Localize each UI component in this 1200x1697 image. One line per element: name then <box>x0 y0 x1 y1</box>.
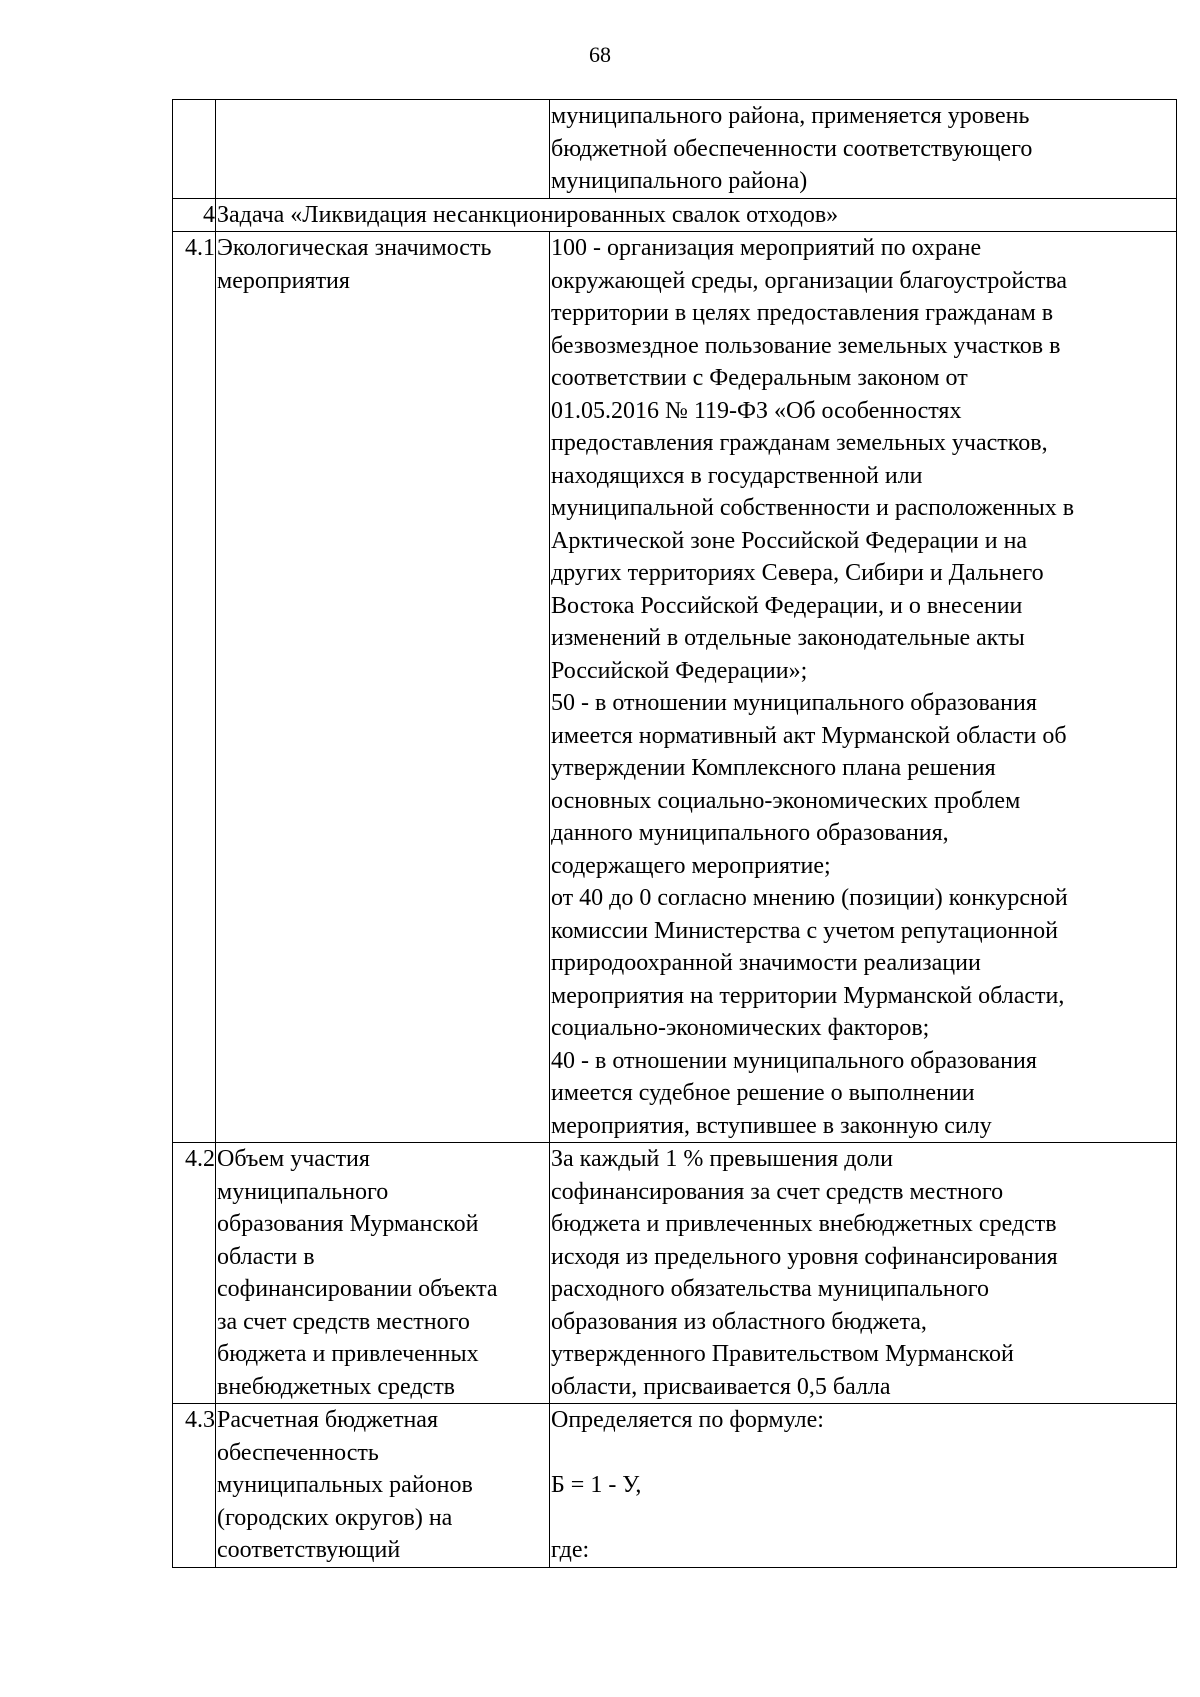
criterion-description-line: находящихся в государственной или <box>551 462 923 489</box>
criterion-description-line: За каждый 1 % превышения доли <box>551 1146 893 1172</box>
row-number-cell: 4.2 <box>173 1143 216 1404</box>
criterion-name-line: (городских округов) на <box>217 1504 453 1531</box>
criterion-description-line: Российской Федерации»; <box>551 657 808 684</box>
table-section-row <box>173 198 1177 232</box>
criterion-description-line: где: <box>551 1537 590 1563</box>
criterion-description-cell <box>550 1143 1177 1404</box>
criterion-description-line: Определяется по формуле: <box>551 1407 824 1433</box>
criterion-name-line: Объем участия <box>217 1146 370 1172</box>
criterion-description-line: имеется судебное решение о выполнении <box>551 1080 975 1106</box>
criterion-description-line: имеется нормативный акт Мурманской области об <box>551 722 1067 749</box>
criterion-name-line: области в <box>217 1243 315 1270</box>
criterion-description-line: комиссии Министерства с учетом репутационной <box>551 917 1058 944</box>
criterion-description-line <box>551 1437 1176 1470</box>
criterion-name-line: Расчетная бюджетная <box>217 1407 438 1433</box>
criterion-description-line: территории в целях предоставления гражданам в <box>551 300 1054 326</box>
criterion-description-line: социально-экономических факторов; <box>551 1015 930 1041</box>
criterion-description-line: Арктической зоне Российской Федерации и на <box>551 527 1028 554</box>
row-number-cell: 4.3 <box>173 1404 216 1568</box>
criterion-name-line: муниципальных районов <box>217 1472 473 1498</box>
criterion-description-line: безвозмездное пользование земельных участков в <box>551 332 1061 359</box>
criterion-description-line: основных социально-экономических проблем <box>551 787 1021 814</box>
table-row <box>173 100 1177 199</box>
row-number-cell: 4.1 <box>173 232 216 1143</box>
criterion-description-line: 100 - организация мероприятий по охране <box>551 235 982 261</box>
criterion-description-line: бюджета и привлеченных внебюджетных средств <box>551 1211 1057 1237</box>
row-number-cell: 4 <box>173 198 216 232</box>
criterion-description-line: утвержденного Правительством Мурманской <box>551 1341 1014 1367</box>
criterion-name-line: Экологическая значимость <box>217 235 492 261</box>
criterion-description-line: утверждении Комплексного плана решения <box>551 755 996 781</box>
page-number: 68 <box>589 42 611 67</box>
criterion-name-cell <box>216 1143 550 1404</box>
criterion-description-line: бюджетной обеспеченности соответствующего <box>551 135 1033 162</box>
criterion-name-cell <box>216 100 550 199</box>
criterion-description-cell <box>550 232 1177 1143</box>
criterion-description-line: муниципальной собственности и расположенных в <box>551 495 1075 521</box>
criterion-name-line: муниципального <box>217 1178 389 1205</box>
criterion-name-line: обеспеченность <box>217 1439 379 1466</box>
criterion-description-line: природоохранной значимости реализации <box>551 950 981 976</box>
table-row <box>173 232 1177 1143</box>
criteria-table-body <box>173 100 1177 1568</box>
criterion-name-line: внебюджетных средств <box>217 1373 456 1400</box>
section-title-cell <box>216 198 1177 232</box>
criterion-name-cell <box>216 232 550 1143</box>
criterion-name-cell <box>216 1404 550 1568</box>
criterion-description-line: от 40 до 0 согласно мнению (позиции) конкурсной <box>551 885 1068 911</box>
criterion-description-line: расходного обязательства муниципального <box>551 1276 989 1302</box>
criterion-name-line: за счет средств местного <box>217 1308 470 1335</box>
criterion-name-line: бюджета и привлеченных <box>217 1341 479 1367</box>
criterion-description-line: предоставления гражданам земельных участков, <box>551 430 1048 456</box>
criterion-description-line: Б = 1 - У, <box>551 1472 642 1498</box>
criterion-description-line: Востока Российской Федерации, и о внесении <box>551 592 1023 619</box>
criterion-description-line: 50 - в отношении муниципального образования <box>551 690 1037 716</box>
criterion-description-line: 01.05.2016 № 119-ФЗ «Об особенностях <box>551 397 962 424</box>
criterion-description-line: муниципального района) <box>551 168 808 194</box>
criterion-name-line: соответствующий <box>217 1537 401 1563</box>
criterion-description-line: окружающей среды, организации благоустройства <box>551 267 1067 294</box>
criterion-description-line: образования из областного бюджета, <box>551 1308 927 1335</box>
criterion-name-line: образования Мурманской <box>217 1211 479 1237</box>
criterion-name-line: мероприятия <box>217 267 350 294</box>
criterion-description-line: 40 - в отношении муниципального образования <box>551 1047 1037 1074</box>
criterion-description-line: мероприятия на территории Мурманской области, <box>551 982 1065 1009</box>
criterion-description-cell <box>550 100 1177 199</box>
table-row <box>173 1143 1177 1404</box>
section-title: Задача «Ликвидация несанкционированных свалок отходов» <box>217 201 839 228</box>
criterion-description-line: мероприятия, вступившее в законную силу <box>551 1112 992 1139</box>
criterion-description-line <box>551 1502 1176 1535</box>
criterion-description-line: соответствии с Федеральным законом от <box>551 365 968 391</box>
criteria-table <box>172 99 1177 1568</box>
row-number-cell <box>173 100 216 199</box>
criterion-description-line: исходя из предельного уровня софинансирования <box>551 1243 1058 1270</box>
criterion-description-line: муниципального района, применяется уровень <box>551 103 1030 129</box>
criterion-description-line: содержащего мероприятие; <box>551 852 831 879</box>
criterion-description-line: других территориях Севера, Сибири и Дальнего <box>551 560 1044 586</box>
criterion-description-line: софинансирования за счет средств местного <box>551 1178 1004 1205</box>
criterion-description-line: области, присваивается 0,5 балла <box>551 1373 891 1400</box>
table-row <box>173 1404 1177 1568</box>
criterion-description-cell <box>550 1404 1177 1568</box>
criterion-name-line: софинансировании объекта <box>217 1276 498 1302</box>
criterion-description-line: изменений в отдельные законодательные акты <box>551 625 1025 651</box>
criterion-description-line: данного муниципального образования, <box>551 820 949 846</box>
